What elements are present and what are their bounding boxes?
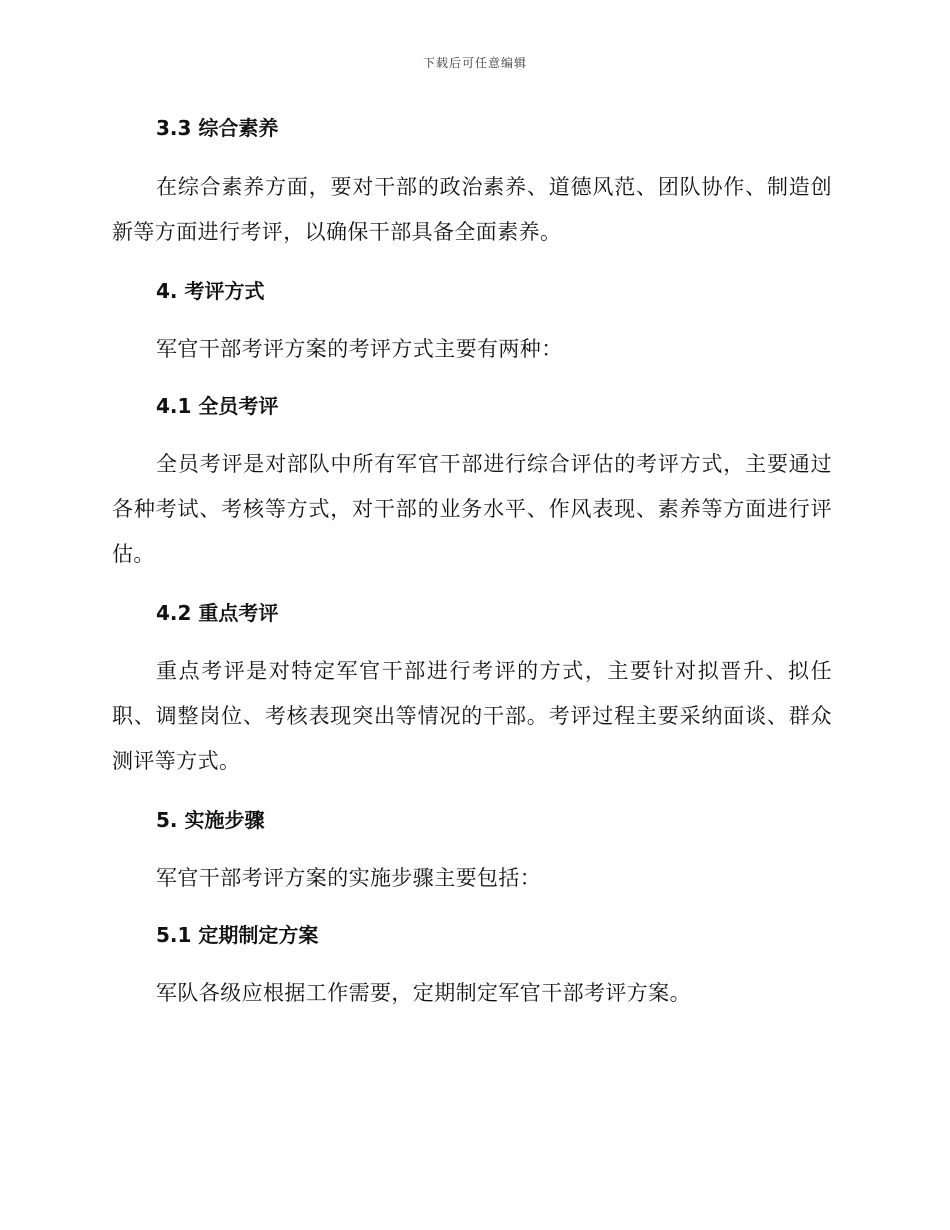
section-5-paragraph: 军官干部考评方案的实施步骤主要包括： [156, 866, 542, 890]
header-note: 下载后可任意编辑 [422, 56, 527, 70]
section-3-3-heading: 3.3 综合素养 [156, 116, 279, 140]
section-4-2-paragraph: 重点考评是对特定军官干部进行考评的方式，主要针对拟晋升、拟任职、调整岗位、考核表现突出等情况的干部。考评过程主要采纳面谈、群众测评等方式。 [112, 659, 832, 773]
section-5-heading: 5. 实施步骤 [156, 808, 265, 832]
section-4-1-paragraph: 全员考评是对部队中所有军官干部进行综合评估的考评方式，主要通过各种考试、考核等方式，对干部的业务水平、作风表现、素养等方面进行评估。 [112, 452, 832, 566]
section-5-1-paragraph: 军队各级应根据工作需要，定期制定军官干部考评方案。 [156, 981, 691, 1005]
section-4-heading: 4. 考评方式 [156, 279, 265, 303]
section-4-2-heading: 4.2 重点考评 [156, 601, 279, 625]
section-4-1-heading: 4.1 全员考评 [156, 394, 279, 418]
document-body [112, 108, 832, 1016]
section-3-3-paragraph: 在综合素养方面，要对干部的政治素养、道德风范、团队协作、制造创新等方面进行考评，以确保干部具备全面素养。 [112, 175, 832, 244]
section-5-1-heading: 5.1 定期制定方案 [156, 923, 319, 947]
section-4-paragraph: 军官干部考评方案的考评方式主要有两种： [156, 337, 563, 361]
